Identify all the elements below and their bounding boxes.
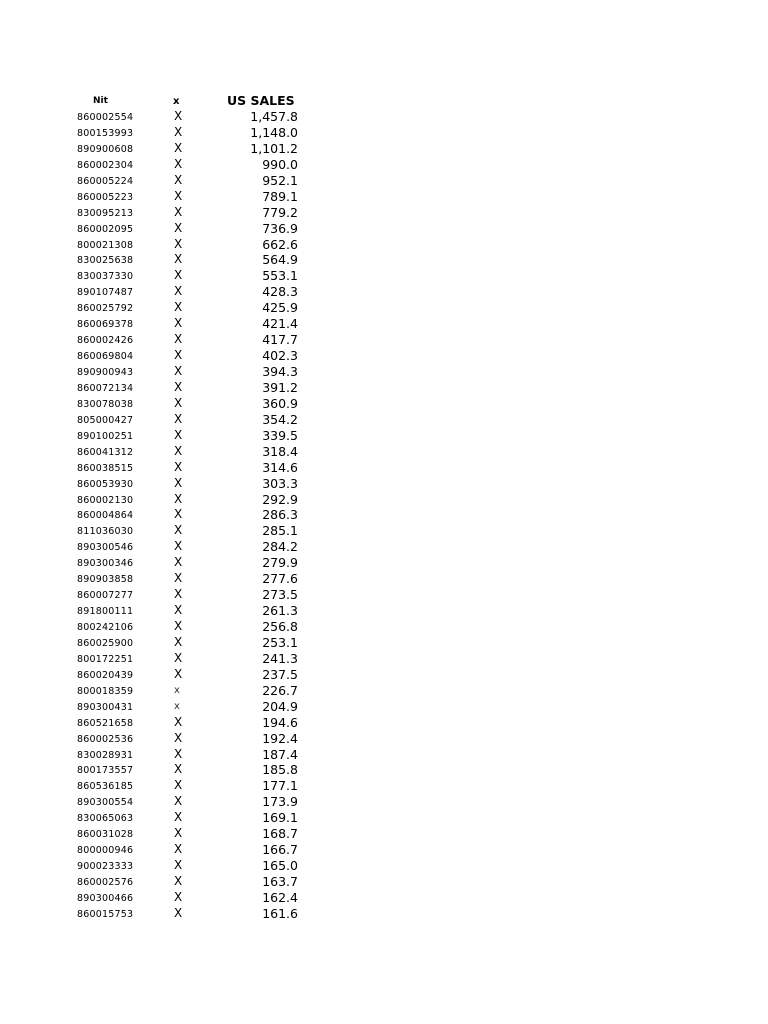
nit-cell: 830065063 — [77, 813, 134, 825]
us-sales-cell: 226.7 — [262, 682, 298, 698]
us-sales-cell: 253.1 — [262, 634, 298, 650]
us-sales-cell: 1,457.8 — [250, 109, 298, 124]
nit-cell: 860002536 — [77, 733, 134, 745]
x-mark-cell: X — [174, 140, 183, 155]
us-sales-cell: 161.6 — [262, 905, 298, 921]
x-mark-cell: X — [174, 284, 183, 299]
us-sales-cell: 428.3 — [262, 284, 298, 300]
table-row — [60, 747, 320, 763]
x-mark-cell: X — [174, 411, 183, 426]
table-row — [60, 396, 320, 412]
nit-cell: 860020439 — [77, 669, 134, 681]
table-row — [60, 348, 320, 364]
nit-cell: 860072134 — [77, 382, 134, 394]
us-sales-cell: 952.1 — [262, 172, 298, 188]
table-row — [60, 237, 320, 253]
x-mark-cell: X — [174, 491, 183, 506]
us-sales-cell: 314.6 — [262, 459, 298, 475]
us-sales-cell: 237.5 — [262, 666, 298, 682]
table-row — [60, 221, 320, 237]
table-row — [60, 587, 320, 603]
table-row — [60, 284, 320, 300]
us-sales-cell: 177.1 — [262, 778, 298, 794]
table-row — [60, 332, 320, 348]
table-row — [60, 571, 320, 587]
x-mark-cell: X — [174, 507, 183, 522]
x-mark-cell: X — [174, 188, 183, 203]
us-sales-cell: 286.3 — [262, 507, 298, 523]
us-sales-cell: 391.2 — [262, 379, 298, 395]
x-mark-cell: X — [174, 156, 183, 171]
sales-table — [60, 93, 320, 922]
table-row — [60, 476, 320, 492]
us-sales-cell: 284.2 — [262, 539, 298, 555]
x-mark-cell: X — [174, 778, 183, 793]
us-sales-cell: 292.9 — [262, 491, 298, 507]
table-row — [60, 826, 320, 842]
nit-cell: 860053930 — [77, 478, 134, 490]
us-sales-cell: 564.9 — [262, 252, 298, 268]
table-header — [60, 93, 320, 109]
x-mark-cell: X — [174, 810, 183, 825]
table-row — [60, 906, 320, 922]
nit-cell: 860025900 — [77, 637, 134, 649]
nit-cell: 890300466 — [77, 892, 134, 904]
nit-cell: 860002095 — [77, 223, 134, 235]
nit-cell: 890903858 — [77, 574, 134, 586]
nit-cell: 830028931 — [77, 749, 134, 761]
us-sales-cell: 1,101.2 — [250, 140, 298, 156]
table-row — [60, 794, 320, 810]
us-sales-cell: 318.4 — [262, 443, 298, 459]
x-mark-cell: X — [174, 555, 183, 570]
table-row — [60, 619, 320, 635]
nit-cell: 860025792 — [77, 303, 134, 315]
nit-cell: 860002576 — [77, 877, 134, 888]
us-sales-cell: 194.6 — [262, 714, 298, 730]
table-row — [60, 683, 320, 699]
x-mark-cell: X — [174, 395, 183, 410]
nit-cell: 891800111 — [77, 606, 134, 618]
table-row — [60, 555, 320, 571]
x-mark-cell: X — [174, 379, 183, 394]
x-mark-cell: X — [174, 332, 183, 347]
us-sales-cell: 285.1 — [262, 523, 298, 539]
nit-cell: 860069378 — [77, 319, 134, 331]
table-row — [60, 205, 320, 221]
table-row — [60, 460, 320, 476]
x-mark-cell: X — [174, 172, 183, 187]
nit-cell: 860521658 — [77, 717, 134, 729]
x-mark-cell: X — [174, 889, 183, 904]
x-mark-cell: X — [174, 252, 183, 267]
table-row — [60, 603, 320, 619]
us-sales-cell: 394.3 — [262, 364, 298, 379]
nit-cell: 860041312 — [77, 446, 134, 458]
table-row — [60, 444, 320, 460]
nit-cell: 860007277 — [77, 590, 134, 602]
us-sales-cell: 162.4 — [262, 889, 298, 905]
table-row — [60, 651, 320, 667]
us-sales-cell: 163.7 — [262, 874, 298, 889]
us-sales-cell: 417.7 — [262, 332, 298, 348]
x-mark-cell: X — [174, 475, 183, 490]
x-mark-cell: X — [174, 316, 183, 331]
us-sales-cell: 277.6 — [262, 571, 298, 587]
us-sales-cell: 279.9 — [262, 555, 298, 571]
us-sales-cell: 166.7 — [262, 842, 298, 858]
nit-cell: 890300546 — [77, 542, 134, 554]
x-mark-cell: X — [174, 634, 183, 649]
us-sales-cell: 204.9 — [262, 698, 298, 714]
us-sales-cell: 192.4 — [262, 730, 298, 746]
x-mark-cell: X — [174, 571, 183, 586]
table-row — [60, 635, 320, 651]
us-sales-cell: 662.6 — [262, 236, 298, 252]
x-mark-cell: X — [174, 124, 183, 139]
table-row — [60, 890, 320, 906]
table-row — [60, 507, 320, 523]
nit-cell: 860069804 — [77, 351, 134, 363]
header-nit: Nit — [93, 96, 108, 106]
nit-cell: 860002554 — [77, 112, 134, 123]
table-body — [60, 109, 320, 922]
nit-cell: 890900608 — [77, 143, 134, 155]
us-sales-cell: 553.1 — [262, 268, 298, 284]
x-mark-cell: X — [174, 364, 183, 378]
us-sales-cell: 421.4 — [262, 316, 298, 332]
x-mark-cell: x — [174, 684, 180, 696]
nit-cell: 860005224 — [77, 175, 134, 187]
nit-cell: 860005223 — [77, 191, 134, 203]
table-row — [60, 141, 320, 157]
x-mark-cell: X — [174, 348, 183, 363]
x-mark-cell: X — [174, 300, 183, 315]
us-sales-cell: 402.3 — [262, 348, 298, 364]
table-row — [60, 173, 320, 189]
us-sales-cell: 1,148.0 — [250, 124, 298, 140]
nit-cell: 811036030 — [77, 526, 134, 538]
x-mark-cell: x — [174, 700, 180, 712]
us-sales-cell: 165.0 — [262, 858, 298, 874]
nit-cell: 800153993 — [77, 127, 134, 139]
x-mark-cell: X — [174, 236, 183, 251]
nit-cell: 890300554 — [77, 797, 134, 809]
us-sales-cell: 261.3 — [262, 603, 298, 619]
x-mark-cell: X — [174, 650, 183, 665]
nit-cell: 830025638 — [77, 255, 134, 267]
nit-cell: 860015753 — [77, 908, 134, 920]
table-row — [60, 810, 320, 826]
us-sales-cell: 339.5 — [262, 427, 298, 443]
nit-cell: 860002426 — [77, 335, 134, 347]
x-mark-cell: X — [174, 858, 183, 873]
table-row — [60, 842, 320, 858]
table-row — [60, 268, 320, 284]
nit-cell: 800000946 — [77, 845, 134, 857]
x-mark-cell: X — [174, 220, 183, 235]
us-sales-cell: 168.7 — [262, 826, 298, 842]
table-row — [60, 858, 320, 874]
x-mark-cell: X — [174, 794, 183, 809]
table-row — [60, 523, 320, 539]
us-sales-cell: 185.8 — [262, 762, 298, 778]
nit-cell: 800173557 — [77, 765, 134, 777]
header-us-sales: US SALES — [227, 93, 295, 108]
x-mark-cell: X — [174, 842, 183, 857]
nit-cell: 800021308 — [77, 239, 134, 251]
table-row — [60, 412, 320, 428]
table-row — [60, 125, 320, 141]
us-sales-cell: 990.0 — [262, 156, 298, 172]
x-mark-cell: X — [174, 268, 183, 283]
nit-cell: 805000427 — [77, 414, 134, 426]
table-row — [60, 874, 320, 890]
table-row — [60, 762, 320, 778]
nit-cell: 830095213 — [77, 207, 134, 219]
us-sales-cell: 425.9 — [262, 300, 298, 316]
header-x: x — [173, 96, 180, 107]
x-mark-cell: X — [174, 459, 183, 474]
x-mark-cell: X — [174, 587, 183, 602]
us-sales-cell: 354.2 — [262, 411, 298, 427]
nit-cell: 860038515 — [77, 462, 134, 474]
us-sales-cell: 303.3 — [262, 475, 298, 491]
us-sales-cell: 779.2 — [262, 204, 298, 220]
table-row — [60, 428, 320, 444]
nit-cell: 900023333 — [77, 861, 134, 873]
nit-cell: 860536185 — [77, 781, 134, 793]
nit-cell: 800172251 — [77, 653, 134, 665]
nit-cell: 890107487 — [77, 287, 134, 299]
nit-cell: 890100251 — [77, 430, 134, 442]
table-row — [60, 667, 320, 683]
us-sales-cell: 273.5 — [262, 587, 298, 603]
x-mark-cell: X — [174, 539, 183, 554]
nit-cell: 860002130 — [77, 494, 134, 506]
x-mark-cell: X — [174, 762, 183, 777]
x-mark-cell: X — [174, 619, 183, 633]
table-row — [60, 157, 320, 173]
us-sales-cell: 256.8 — [262, 619, 298, 634]
x-mark-cell: X — [174, 109, 183, 123]
table-row — [60, 731, 320, 747]
nit-cell: 890900943 — [77, 367, 134, 378]
us-sales-cell: 187.4 — [262, 746, 298, 762]
nit-cell: 800242106 — [77, 622, 134, 633]
nit-cell: 890300346 — [77, 558, 134, 570]
x-mark-cell: X — [174, 204, 183, 219]
us-sales-cell: 360.9 — [262, 395, 298, 411]
table-row — [60, 300, 320, 316]
us-sales-cell: 169.1 — [262, 810, 298, 826]
x-mark-cell: X — [174, 905, 183, 920]
nit-cell: 860031028 — [77, 829, 134, 841]
x-mark-cell: X — [174, 730, 183, 745]
nit-cell: 800018359 — [77, 685, 134, 697]
nit-cell: 860004864 — [77, 510, 134, 522]
x-mark-cell: X — [174, 714, 183, 729]
table-row — [60, 492, 320, 508]
table-row — [60, 778, 320, 794]
table-row — [60, 316, 320, 332]
table-row — [60, 189, 320, 205]
nit-cell: 890300431 — [77, 701, 134, 713]
us-sales-cell: 241.3 — [262, 650, 298, 666]
table-row — [60, 380, 320, 396]
table-row — [60, 109, 320, 125]
table-row — [60, 364, 320, 380]
us-sales-cell: 173.9 — [262, 794, 298, 810]
table-row — [60, 252, 320, 268]
x-mark-cell: X — [174, 826, 183, 841]
x-mark-cell: X — [174, 523, 183, 538]
x-mark-cell: X — [174, 427, 183, 442]
nit-cell: 830078038 — [77, 398, 134, 410]
table-row — [60, 699, 320, 715]
x-mark-cell: X — [174, 874, 183, 888]
table-row — [60, 715, 320, 731]
us-sales-cell: 789.1 — [262, 188, 298, 204]
nit-cell: 830037330 — [77, 271, 134, 283]
us-sales-cell: 736.9 — [262, 220, 298, 236]
nit-cell: 860002304 — [77, 159, 134, 171]
x-mark-cell: X — [174, 603, 183, 618]
x-mark-cell: X — [174, 666, 183, 681]
x-mark-cell: X — [174, 746, 183, 761]
x-mark-cell: X — [174, 443, 183, 458]
table-row — [60, 539, 320, 555]
